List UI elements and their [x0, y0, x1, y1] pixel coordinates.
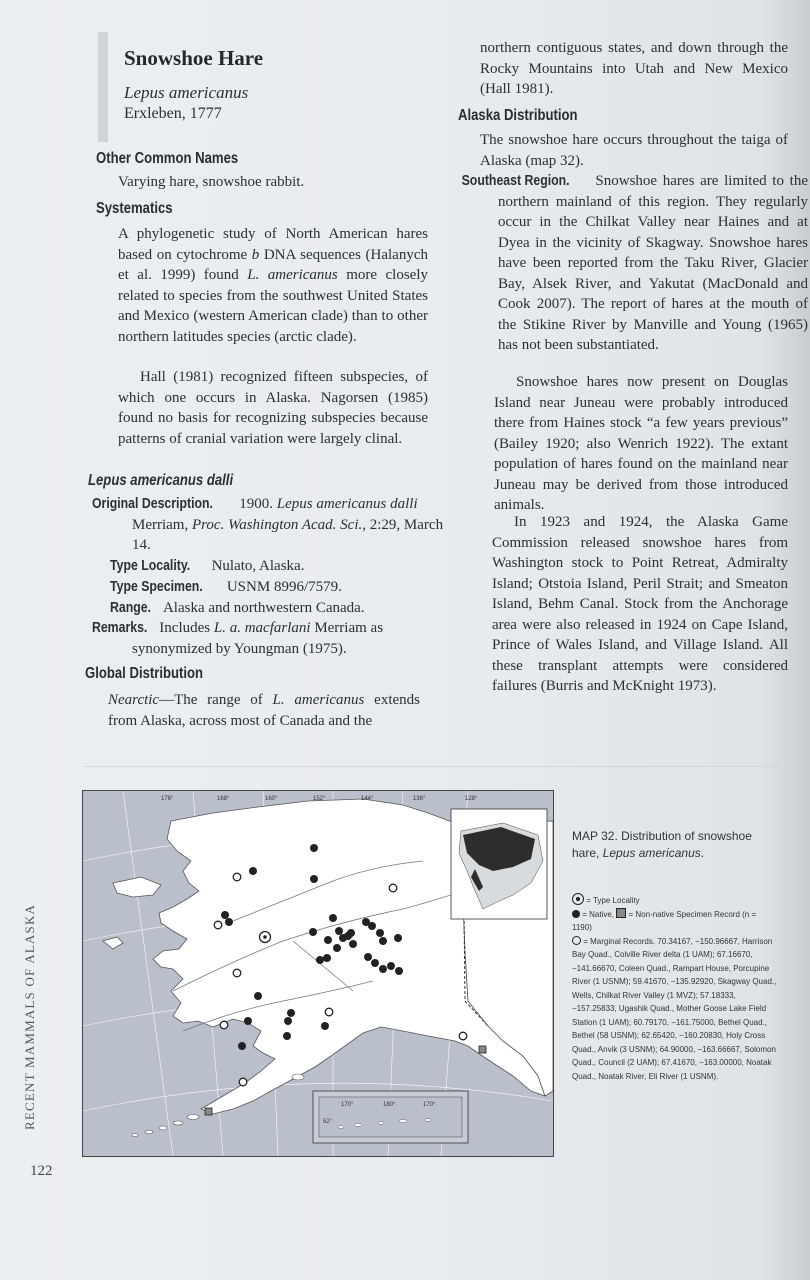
range-value: Alaska and northwestern Canada. [162, 600, 365, 616]
heading-subspecies: Lepus americanus dalli [88, 472, 234, 489]
species-title-block [124, 46, 263, 124]
remarks [91, 618, 452, 659]
svg-text:170°: 170° [423, 1102, 436, 1108]
global-italic: L. americanus [272, 692, 365, 708]
type-locality-label: Type Locality. [110, 557, 191, 574]
type-specimen-label: Type Specimen. [110, 578, 203, 595]
map-caption-text: MAP 32. Distribution of snowshoe hare, [572, 829, 752, 860]
systematics-p1-italic-b: b [251, 246, 260, 263]
title-sidebar-bar [98, 32, 108, 142]
svg-text:152°: 152° [313, 796, 326, 802]
type-locality [110, 556, 430, 577]
systematics-p1-text-b: DNA sequences (Halanych et al. 1999) found [118, 246, 428, 283]
southeast-region-text: Snowshoe hares are limited to the northern mainland of this region. They regularly occur in the Chilkat Valley near Haines and at Dyea in the vicinity of Skagway. Snowshoe hares have been reported from the Taku River, Glacier Bay, Alsek River, and Yakutat (MacDonald and Cook 2007). The report of hares at the mouth of the Stikine River by Manville and Young (1965) has not been substantiated. [498, 173, 808, 353]
range [110, 598, 430, 619]
range-label: Range. [110, 599, 152, 616]
svg-text:128°: 128° [465, 796, 478, 802]
original-description-taxon: Lepus americanus dalli [276, 496, 418, 512]
page-number: 122 [30, 1163, 53, 1179]
original-description-journal: Proc. Washington Acad. Sci. [191, 516, 363, 533]
remarks-label: Remarks. [91, 619, 148, 636]
systematics-paragraph-1 [118, 224, 428, 347]
species-scientific-name: Lepus americanus [124, 83, 249, 102]
legend-type-locality-text: = Type Locality [586, 896, 640, 905]
heading-other-common-names: Other Common Names [96, 150, 239, 167]
svg-text:144°: 144° [361, 796, 374, 802]
legend-native-text: = Native, [582, 909, 615, 919]
remarks-text-b: Merriam as synonymized by Youngman (1975). [132, 620, 384, 657]
legend-marginal [572, 935, 777, 1084]
type-specimen [110, 577, 430, 598]
legend-type-locality [572, 893, 777, 908]
section-divider [84, 766, 778, 767]
global-text-b: extends from Alaska, across most of Canada and the [108, 692, 420, 729]
douglas-island-paragraph: Snowshoe hares now present on Douglas Island near Juneau were probably introduced there from Haines stock “a few years previous” (Bailey 1920; also Wenrich 1922). The extant population of hares found on the mainland near Juneau may be derived from those introduced animals. [494, 374, 788, 513]
type-locality-marker [260, 932, 271, 943]
systematics-p1-text-a: A phylogenetic study of North American hares based on cytochrome [118, 226, 428, 263]
svg-text:170°: 170° [341, 1102, 354, 1108]
legend-native [572, 908, 777, 935]
map-legend [572, 893, 777, 1083]
distribution-map [82, 790, 554, 1157]
right-continuation-text: northern contiguous states, and down through the Rocky Mountains into Utah and New Mexico (Hall 1981). [480, 40, 788, 97]
species-common-name: Snowshoe Hare [124, 46, 264, 70]
native-dot-icon [572, 910, 580, 918]
map-caption-end: . [700, 846, 705, 860]
original-description-author: Merriam, [132, 516, 189, 533]
alaska-distribution-text: The snowshoe hare occurs throughout the taiga of Alaska (map 32). [480, 132, 788, 169]
original-description [91, 494, 452, 556]
global-region-label: Nearctic [108, 692, 160, 708]
aleutian-inset [313, 1091, 468, 1143]
non-native-square-icon [616, 908, 626, 918]
global-text-a: —The range of [159, 692, 273, 708]
marginal-circle-icon [572, 936, 581, 945]
remarks-text-a: Includes [159, 620, 214, 636]
legend-marginal-text: = Marginal Records. 70.34167, −150.96667, Harrison Bay Quad., Colville River delta (1 UAM); 67.16670, −141.66670, Coleen Quad., Rampart House, Porcupine River (1 USNM); 59.41670, −135.92920, Skagway Quad., Wells, Chilkat River Valley (1 MVZ); 57.18333, −157.25833, Ugashik Quad., Mother Goose Lake Field Station (1 UAM); 60.79170, −161.75000, Bethel Quad., Bethel (58 USNM); 62.65420, −160.20830, Holy Cross Quad., Anvik (3 USNM); 64.90000, −163.66667, Solomon Quad., Council (2 UAM); 67.41670, −163.00000, Noatak Quad., Noatak River, Eli River (1 USNM). [572, 936, 777, 1081]
svg-text:52°: 52° [323, 1119, 333, 1125]
transplant-paragraph: In 1923 and 1924, the Alaska Game Commission released snowshoe hares from Washington stock to Point Retreat, Admiralty Island; Otstoia Island, Peril Strait; and Smeaton Island, Behm Canal. Stock from the Anchorage area were also released in 1924 on Cape Island, Prince of Wales Island, and Village Island. All these transplant attempts were considered failures (Burris and McKnight 1973). [492, 514, 788, 694]
type-specimen-value: USNM 8996/7579. [226, 579, 342, 595]
systematics-p1-text-c: more closely related to species from the southwest United States and Mexico (western American clade) than to other northern latitudes species (arctic clade). [118, 267, 429, 345]
type-locality-icon [572, 893, 584, 905]
southeast-region-label: Southeast Region. [461, 172, 570, 189]
southeast-region-paragraph [461, 171, 808, 356]
svg-text:180°: 180° [383, 1102, 396, 1108]
running-book-title: RECENT MAMMALS OF ALASKA [22, 903, 37, 1130]
svg-text:136°: 136° [413, 796, 426, 802]
original-description-year: 1900. [239, 496, 274, 512]
remarks-italic: L. a. macfarlani [213, 620, 311, 636]
map-svg [83, 791, 553, 1156]
north-america-inset [451, 809, 547, 919]
svg-text:176°: 176° [161, 796, 174, 802]
heading-alaska-distribution: Alaska Distribution [458, 107, 578, 124]
global-distribution-text [108, 690, 420, 731]
original-description-label: Original Description. [91, 495, 213, 512]
svg-text:160°: 160° [265, 796, 278, 802]
heading-systematics: Systematics [96, 200, 173, 217]
map-caption [572, 828, 782, 862]
type-locality-value: Nulato, Alaska. [211, 558, 305, 574]
svg-text:168°: 168° [217, 796, 230, 802]
systematics-paragraph-2: Hall (1981) recognized fifteen subspecies, of which one occurs in Alaska. Nagorsen (1985) found no basis for recognizing subspecies because patterns of cranial variation were largely clinal. [118, 369, 428, 447]
heading-global-distribution: Global Distribution [85, 665, 204, 682]
other-common-names-text: Varying hare, snowshoe rabbit. [118, 174, 305, 190]
original-description-citation: , 2:29, March 14. [132, 516, 444, 553]
systematics-p1-italic-species: L. americanus [247, 267, 338, 283]
species-authority: Erxleben, 1777 [124, 104, 222, 122]
map-caption-italic: Lepus americanus [602, 846, 701, 860]
legend-non-native-text: = Non-native Specimen Record (n = 1190) [572, 909, 757, 932]
